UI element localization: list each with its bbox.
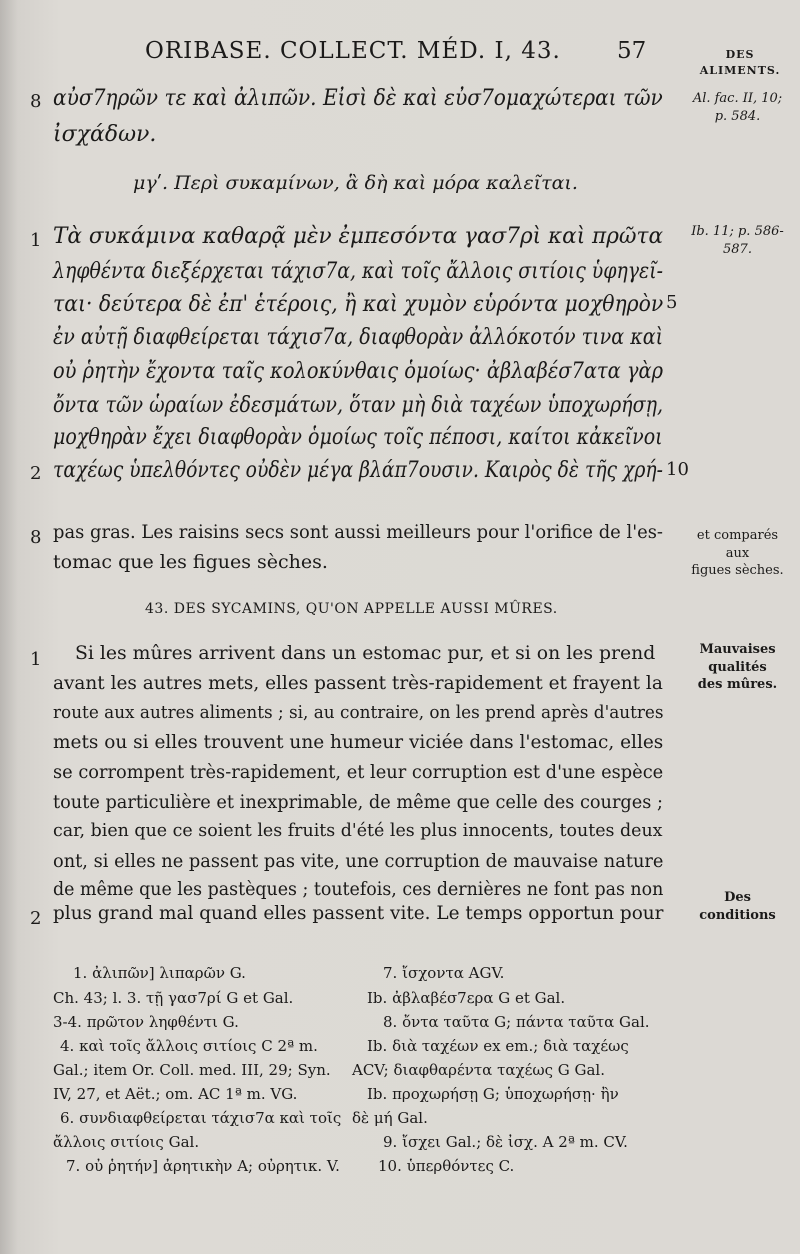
footnote-left: 4. καὶ τοῖς ἄλλοις σιτίοις C 2ª m. bbox=[60, 1037, 318, 1055]
footnote-right: δὲ μή Gal. bbox=[352, 1109, 428, 1127]
footnote-left: 3-4. πρῶτον ληφθέντι G. bbox=[53, 1013, 239, 1031]
margin-note-line: des mûres. bbox=[697, 677, 778, 693]
greek-text-line: ἐν αὐτῇ διαφθείρεται τάχισ7α, διαφθορὰν ἀλλόκοτόν τινα καὶ bbox=[53, 325, 664, 350]
margin-ref-line: Al. fac. II, 10; bbox=[692, 91, 783, 106]
french-chapter-title: 43. DES SYCAMINS, QU'ON APPELLE AUSSI MÛRES. bbox=[145, 601, 558, 617]
footnote-right: Ib. ἀβλαβέσ7ερα G et Gal. bbox=[367, 989, 566, 1007]
greek-text-line: Τὰ συκάμινα καθαρᾷ μὲν ἐμπεσόντα γασ7ρὶ καὶ πρῶτα bbox=[53, 224, 664, 249]
footnote-left: ἄλλοις σιτίοις Gal. bbox=[53, 1133, 200, 1151]
greek-text-line: οὐ ῥητὴν ἔχοντα ταῖς κολοκύνθαις ὁμοίως· ἀβλαβέσ7ατα γὰρ bbox=[53, 359, 664, 384]
footnote-right: 10. ὑπερθόντες C. bbox=[378, 1157, 515, 1175]
margin-note-line: Mauvaises bbox=[699, 642, 776, 657]
french-text-line: pas gras. Les raisins secs sont aussi meilleurs pour l'orifice de l'es- bbox=[53, 521, 663, 543]
margin-note-line: conditions bbox=[699, 907, 776, 923]
side-heading: DES ALIMENTS. bbox=[699, 48, 781, 77]
french-text-line: car, bien que ce soient les fruits d'été les plus innocents, toutes deux bbox=[53, 820, 663, 841]
margin-note-line: aux bbox=[725, 545, 750, 561]
margin-ref-line: 587. bbox=[723, 241, 752, 257]
margin-reference bbox=[680, 90, 795, 125]
greek-para-number: 1 bbox=[30, 230, 42, 251]
greek-text-line: μοχθηρὰν ἔχει διαφθορὰν ὁμοίως τοῖς πέποσι, καίτοι κἀκεῖνοι bbox=[53, 425, 663, 450]
french-para-number: 2 bbox=[30, 908, 42, 929]
margin-ref-line: Ib. 11; p. 586- bbox=[691, 224, 784, 239]
footnote-right: 9. ἴσχει Gal.; δὲ ἰσχ. A 2ª m. CV. bbox=[383, 1133, 628, 1151]
running-header: ORIBASE. COLLECT. MÉD. I, 43. bbox=[145, 38, 561, 64]
french-text-line: avant les autres mets, elles passent très-rapidement et frayent la bbox=[53, 672, 663, 694]
french-text-line: ont, si elles ne passent pas vite, une corruption de mauvaise nature bbox=[53, 850, 664, 872]
greek-chapter-title: μγʹ. Περὶ συκαμίνων, ἃ δὴ καὶ μόρα καλεῖται. bbox=[133, 172, 578, 194]
greek-text-line: ἰσχάδων. bbox=[53, 122, 157, 147]
margin-reference bbox=[680, 223, 795, 258]
greek-text-line: αὐσ7ηρῶν τε καὶ ἀλιπῶν. Εἰσὶ δὲ καὶ εὐσ7ομαχώτεραι τῶν bbox=[53, 86, 663, 111]
footnote-left: Ch. 43; l. 3. τῇ γασ7ρί G et Gal. bbox=[53, 989, 294, 1007]
french-text-line: tomac que les figues sèches. bbox=[53, 551, 328, 573]
french-text-line: de même que les pastèques ; toutefois, ces dernières ne font pas non bbox=[53, 878, 664, 900]
footnote-left: 1. ἀλιπῶν] λιπαρῶν G. bbox=[73, 964, 246, 982]
margin-note-line: qualités bbox=[708, 659, 767, 675]
french-text-line: toute particulière et inexprimable, de même que celle des courges ; bbox=[53, 791, 663, 813]
footnote-left: 7. οὐ ῥητήν] ἀρητικὴν A; οὐρητικ. V. bbox=[66, 1157, 340, 1175]
greek-text-line: ὄντα τῶν ὡραίων ἐδεσμάτων, ὅταν μὴ διὰ ταχέων ὑποχωρήσῃ, bbox=[53, 393, 664, 418]
french-text-line: Si les mûres arrivent dans un estomac pur, et si on les prend bbox=[75, 642, 656, 664]
footnote-right: 8. ὄντα ταῦτα G; πάντα ταῦτα Gal. bbox=[383, 1013, 650, 1031]
page-number: 57 bbox=[617, 38, 647, 64]
margin-note bbox=[680, 889, 795, 924]
greek-text-line: ται· δεύτερα δὲ ἐπ' ἑτέροις, ἢ καὶ χυμὸν εὑρόντα μοχθηρὸν bbox=[53, 292, 664, 317]
footnote-right: Ib. προχωρήσῃ G; ὑποχωρήσῃ· ἢν bbox=[367, 1085, 619, 1103]
french-text-line: se corrompent très-rapidement, et leur corruption est d'une espèce bbox=[53, 761, 664, 783]
french-text-line: mets ou si elles trouvent une humeur viciée dans l'estomac, elles bbox=[53, 731, 664, 753]
margin-note-line: Des bbox=[724, 890, 751, 905]
footnote-left: 6. συνδιαφθείρεται τάχισ7α καὶ τοῖς bbox=[60, 1109, 342, 1127]
margin-ref-line: p. 584. bbox=[714, 108, 761, 124]
greek-line-marker: 10 bbox=[666, 459, 689, 480]
margin-note bbox=[680, 527, 795, 580]
margin-note-line: et comparés bbox=[696, 528, 779, 543]
footnote-left: IV, 27, et Aët.; om. AC 1ª m. VG. bbox=[53, 1085, 298, 1103]
footnote-left: Gal.; item Or. Coll. med. III, 29; Syn. bbox=[53, 1061, 331, 1079]
greek-line-marker: 5 bbox=[666, 292, 678, 313]
margin-note-line: figues sèches. bbox=[691, 563, 784, 579]
greek-text-line: ληφθέντα διεξέρχεται τάχισ7α, καὶ τοῖς ἄλλοις σιτίοις ὑφηγεῖ- bbox=[53, 259, 663, 284]
greek-text-line: ταχέως ὑπελθόντες οὐδὲν μέγα βλάπ7ουσιν. Καιρὸς δὲ τῆς χρή- bbox=[53, 458, 663, 483]
greek-line-number: 8 bbox=[30, 91, 42, 112]
french-line-number: 8 bbox=[30, 527, 42, 548]
french-para-number: 1 bbox=[30, 649, 42, 670]
footnote-right: 7. ἴσχοντα AGV. bbox=[383, 964, 505, 982]
french-text-line: route aux autres aliments ; si, au contraire, on les prend après d'autres bbox=[53, 702, 664, 723]
footnote-right: Ib. διὰ ταχέων ex em.; διὰ ταχέως bbox=[367, 1037, 629, 1055]
french-text-line: plus grand mal quand elles passent vite. Le temps opportun pour bbox=[53, 902, 664, 924]
greek-para-number: 2 bbox=[30, 463, 42, 484]
footnote-right: ACV; διαφθαρέντα ταχέως G Gal. bbox=[352, 1061, 605, 1079]
margin-note bbox=[680, 641, 795, 694]
